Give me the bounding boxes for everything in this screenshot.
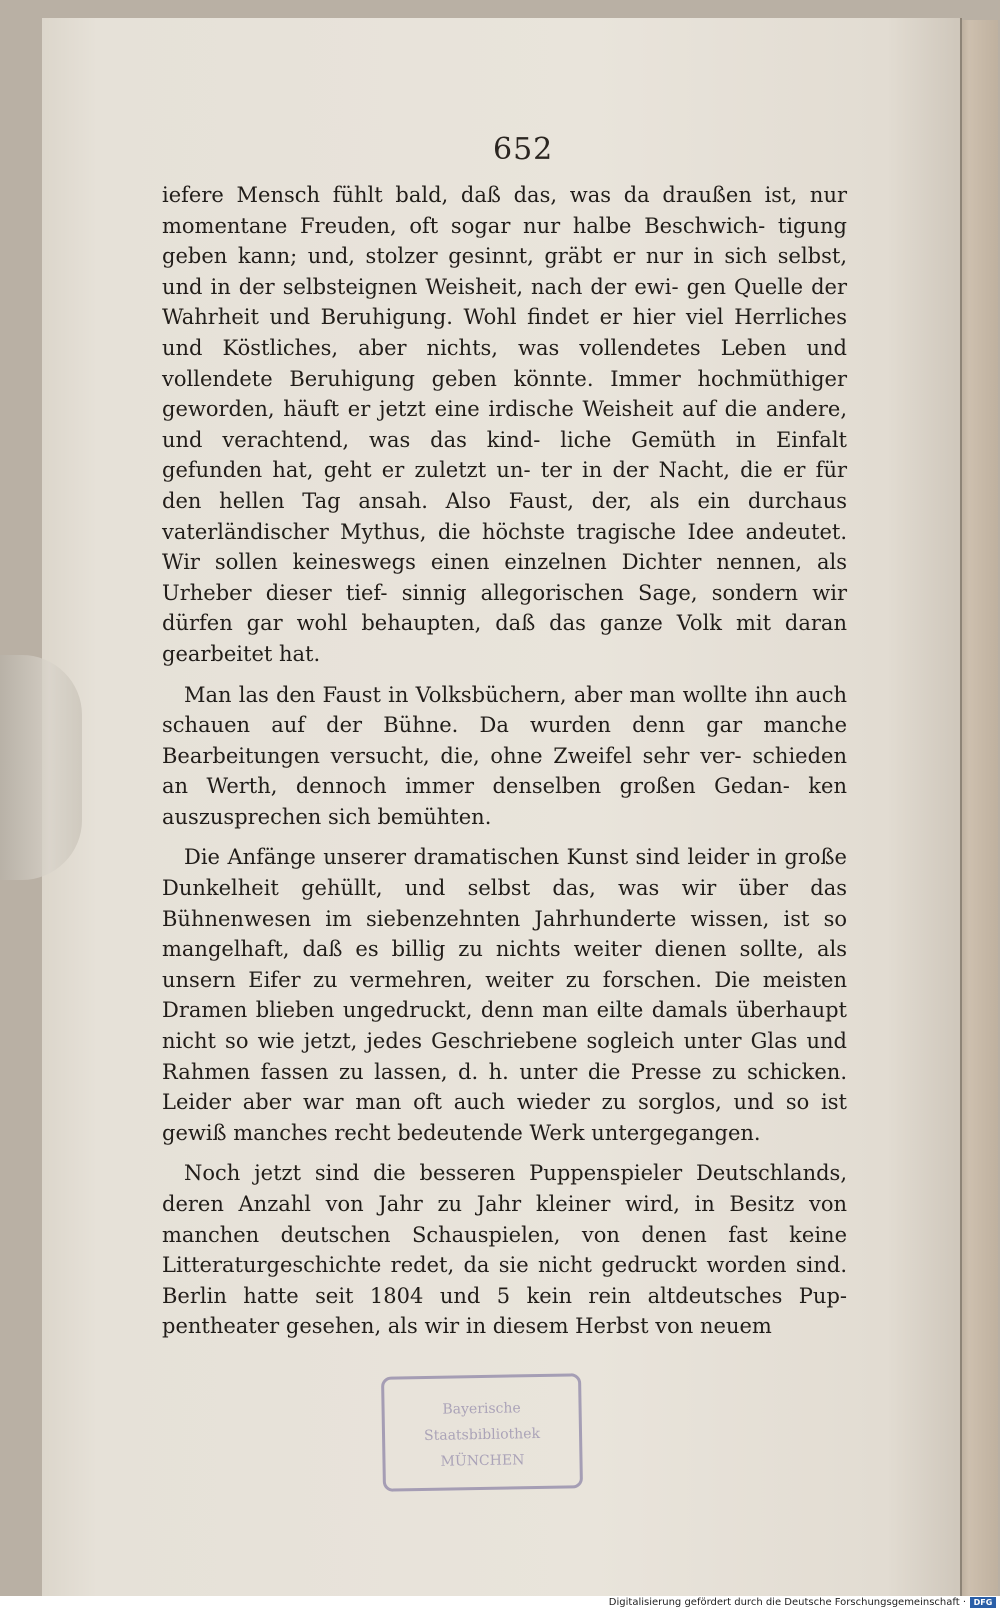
page-number: 652: [493, 132, 554, 167]
text-line: sogleich unter Glas und Rahmen fassen zu lassen, d. h.: [162, 1029, 847, 1084]
text-line: höchste tragische Idee andeutet. Wir sollen keineswegs: [162, 519, 847, 575]
text-line: von manchen deutschen Schauspielen, von denen fast keine: [162, 1192, 847, 1247]
text-line: pentheater gesehen, als wir in diesem Herbst von neuem: [162, 1314, 772, 1339]
text-line: Die Anfänge unserer dramatischen Kunst sind leider in: [184, 845, 777, 870]
stamp-line: Bayerische: [442, 1400, 521, 1418]
paragraph-1: [162, 180, 847, 670]
text-line: auch wieder zu sorglos, und so ist gewiß manches recht: [162, 1090, 847, 1145]
text-line: behaupten, daß das ganze Volk mit daran gearbeitet hat.: [162, 611, 847, 666]
text-line: damals überhaupt nicht so wie jetzt, jedes Geschriebene: [162, 998, 847, 1054]
funding-note: Digitalisierung gefördert durch die Deutsche Forschungsgemeinschaft ·: [608, 1597, 966, 1608]
text-line: Man las den Faust in Volksbüchern, aber man wollte: [184, 682, 748, 707]
dfg-logo: DFG: [970, 1597, 996, 1608]
paragraph-3: [162, 842, 847, 1148]
text-line: liche Gemüth in Einfalt gefunden hat, geht er zuletzt un-: [162, 427, 847, 483]
text-line: Berlin hatte seit 1804 und 5 kein rein altdeutsches Pup-: [162, 1283, 847, 1308]
text-line: große Dunkelheit gehüllt, und selbst das, was wir über: [162, 845, 847, 901]
text-line: vollendetes Leben und vollendete Beruhigung geben könnte.: [162, 335, 847, 391]
text-line: ihn auch schauen auf der Bühne. Da wurden denn gar: [162, 682, 847, 738]
page-clip-shadow: [0, 655, 82, 880]
text-line: Noch jetzt sind die besseren Puppenspieler Deutschlands,: [184, 1161, 847, 1186]
text-line: iefere Mensch fühlt bald, daß das, was da draußen ist,: [162, 183, 798, 207]
text-line: er hier viel Herrliches und Köstliches, aber nichts, was: [162, 305, 847, 360]
text-line: sich selbst, und in der selbsteignen Weisheit, nach der ewi-: [162, 244, 847, 299]
text-line: nur momentane Freuden, oft sogar nur halbe Beschwich-: [162, 183, 848, 238]
text-line: ter in der Nacht, die er für den hellen Tag ansah. Also: [162, 458, 848, 513]
stamp-line: MÜNCHEN: [440, 1452, 525, 1470]
text-line: gen Quelle der Wahrheit und Beruhigung. Wohl findet: [162, 274, 848, 330]
text-line: Immer hochmüthiger geworden, häuft er jetzt eine irdische: [162, 366, 847, 422]
paragraph-2: [162, 680, 847, 833]
text-line: Faust, der, als ein durchaus vaterländischer Mythus, die: [162, 488, 848, 544]
text-line: unter die Presse zu schicken. Leider aber war man oft: [162, 1059, 847, 1115]
text-line: einen einzelnen Dichter nennen, als Urheber dieser tief-: [162, 550, 847, 605]
text-line: tigung geben kann; und, stolzer gesinnt, gräbt er nur in: [162, 213, 847, 269]
text-line: Die meisten Dramen blieben ungedruckt, denn man eilte: [162, 967, 847, 1023]
text-line: Weisheit auf die andere, und verachtend, was das kind-: [162, 397, 847, 452]
text-line: Litteraturgeschichte redet, da sie nicht gedruckt worden sind.: [162, 1253, 847, 1278]
library-stamp: [381, 1373, 583, 1491]
text-line: ist so mangelhaft, daß es billig zu nichts weiter dienen: [162, 906, 847, 962]
text-line: deren Anzahl von Jahr zu Jahr kleiner wird, in Besitz: [162, 1192, 795, 1216]
text-line: sinnig allegorischen Sage, sondern wir dürfen gar wohl: [162, 580, 848, 636]
text-line: das Bühnenwesen im siebenzehnten Jahrhunderte wissen,: [162, 876, 847, 931]
text-line: schieden an Werth, dennoch immer denselben großen Gedan-: [162, 743, 847, 799]
stamp-line: Staatsbibliothek: [423, 1425, 541, 1445]
text-line: ken auszusprechen sich bemühten.: [162, 774, 847, 829]
paragraph-4: [162, 1158, 847, 1342]
text-line: manche Bearbeitungen versucht, die, ohne Zweifel sehr ver-: [162, 713, 847, 768]
text-line: sollte, als unsern Eifer zu vermehren, weiter zu forschen.: [162, 937, 847, 992]
text-line: bedeutende Werk untergegangen.: [397, 1120, 761, 1145]
body-text: [162, 180, 847, 1352]
